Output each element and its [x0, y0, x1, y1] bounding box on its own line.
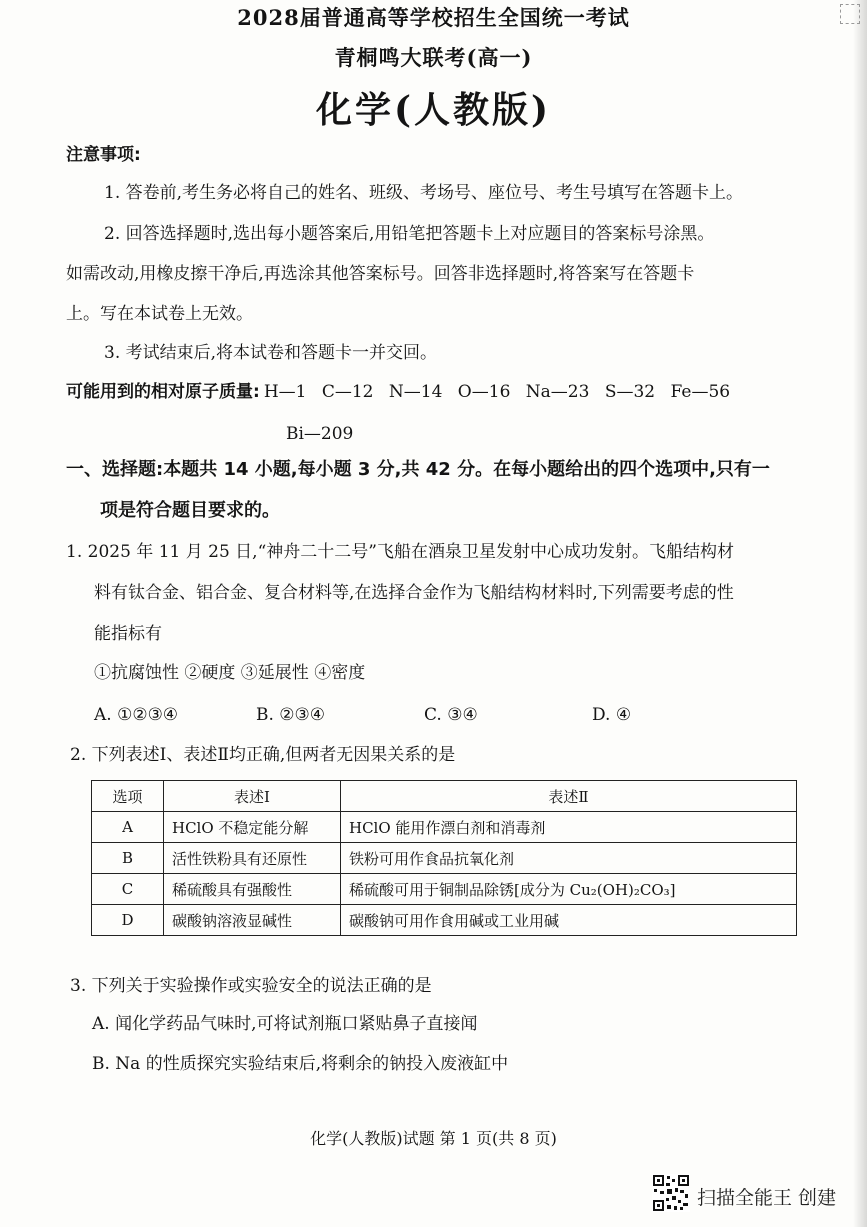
table-cell: 稀硫酸可用于铜制品除锈[成分为 Cu₂(OH)₂CO₃] — [341, 874, 797, 905]
table-cell: 活性铁粉具有还原性 — [164, 843, 341, 874]
table-cell: 碳酸钠可用作食用碱或工业用碱 — [341, 905, 797, 936]
atomic-mass-values: H—1 C—12 N—14 O—16 Na—23 S—32 Fe—56 — [263, 382, 731, 402]
question-1-line-3: 能指标有 — [94, 624, 162, 644]
table-header-cell: 选项 — [92, 781, 164, 812]
question-3-stem: 3. 下列关于实验操作或实验安全的说法正确的是 — [70, 976, 432, 996]
question-1-option-c: C. ③④ — [424, 705, 478, 725]
section-1-heading-line-2: 项是符合题目要求的。 — [100, 500, 280, 521]
question-1-option-a: A. ①②③④ — [94, 705, 179, 725]
question-3-option-b: B. Na 的性质探究实验结束后,将剩余的钠投入废液缸中 — [92, 1054, 509, 1074]
table-row — [92, 905, 797, 936]
notice-item-2-line-1: 2. 回答选择题时,选出每小题答案后,用铅笔把答题卡上对应题目的答案标号涂黑。 — [104, 224, 715, 244]
table-cell: B — [92, 843, 164, 874]
qr-code-icon — [652, 1174, 690, 1212]
question-1-line-1: 1. 2025 年 11 月 25 日,“神舟二十二号”飞船在酒泉卫星发射中心成功发射。飞船结构材 — [66, 542, 734, 562]
exam-header-line1: 2028届普通高等学校招生全国统一考试 — [237, 5, 630, 30]
question-1-line-2: 料有钛合金、铝合金、复合材料等,在选择合金作为飞船结构材料时,下列需要考虑的性 — [94, 583, 734, 603]
section-1-heading-line-1: 一、选择题:本题共 14 小题,每小题 3 分,共 42 分。在每小题给出的四个选项中,只有一 — [66, 459, 770, 480]
table-cell: 稀硫酸具有强酸性 — [164, 874, 341, 905]
table-row — [92, 812, 797, 843]
corner-mark — [840, 4, 860, 24]
table-cell: 铁粉可用作食品抗氧化剂 — [341, 843, 797, 874]
table-header-row — [92, 781, 797, 812]
scan-edge-shadow — [853, 0, 867, 1227]
atomic-mass-label: 可能用到的相对原子质量: — [66, 382, 260, 402]
question-1-option-d: D. ④ — [592, 705, 632, 725]
notice-item-1: 1. 答卷前,考生务必将自己的姓名、班级、考场号、座位号、考生号填写在答题卡上。 — [104, 183, 744, 203]
page-footer: 化学(人教版)试题 第 1 页(共 8 页) — [310, 1129, 557, 1148]
exam-header-line2: 青桐鸣大联考(高一) — [334, 45, 533, 70]
table-cell: 碳酸钠溶液显碱性 — [164, 905, 341, 936]
table-cell: D — [92, 905, 164, 936]
notice-item-2-line-3: 上。写在本试卷上无效。 — [66, 304, 253, 324]
question-1-indicators: ①抗腐蚀性 ②硬度 ③延展性 ④密度 — [94, 663, 366, 683]
table-cell: HClO 能用作漂白剂和消毒剂 — [341, 812, 797, 843]
notice-heading: 注意事项: — [66, 145, 141, 165]
table-cell: HClO 不稳定能分解 — [164, 812, 341, 843]
subject-title: 化学(人教版) — [315, 89, 552, 131]
table-row — [92, 843, 797, 874]
atomic-mass-values-2: Bi—209 — [286, 424, 354, 444]
question-3-option-a: A. 闻化学药品气味时,可将试剂瓶口紧贴鼻子直接闻 — [92, 1014, 478, 1034]
table-row — [92, 874, 797, 905]
table-header-cell: 表述Ⅱ — [341, 781, 797, 812]
table-header-cell: 表述Ⅰ — [164, 781, 341, 812]
notice-item-3: 3. 考试结束后,将本试卷和答题卡一并交回。 — [104, 343, 438, 363]
question-1-option-b: B. ②③④ — [256, 705, 326, 725]
atomic-mass-line — [66, 380, 730, 404]
question-2-stem: 2. 下列表述Ⅰ、表述Ⅱ均正确,但两者无因果关系的是 — [70, 745, 456, 765]
notice-item-2-line-2: 如需改动,用橡皮擦干净后,再选涂其他答案标号。回答非选择题时,将答案写在答题卡 — [66, 264, 695, 284]
scanner-watermark-label: 扫描全能王 创建 — [697, 1187, 837, 1209]
table-cell: C — [92, 874, 164, 905]
question-2-table — [91, 780, 797, 936]
table-cell: A — [92, 812, 164, 843]
